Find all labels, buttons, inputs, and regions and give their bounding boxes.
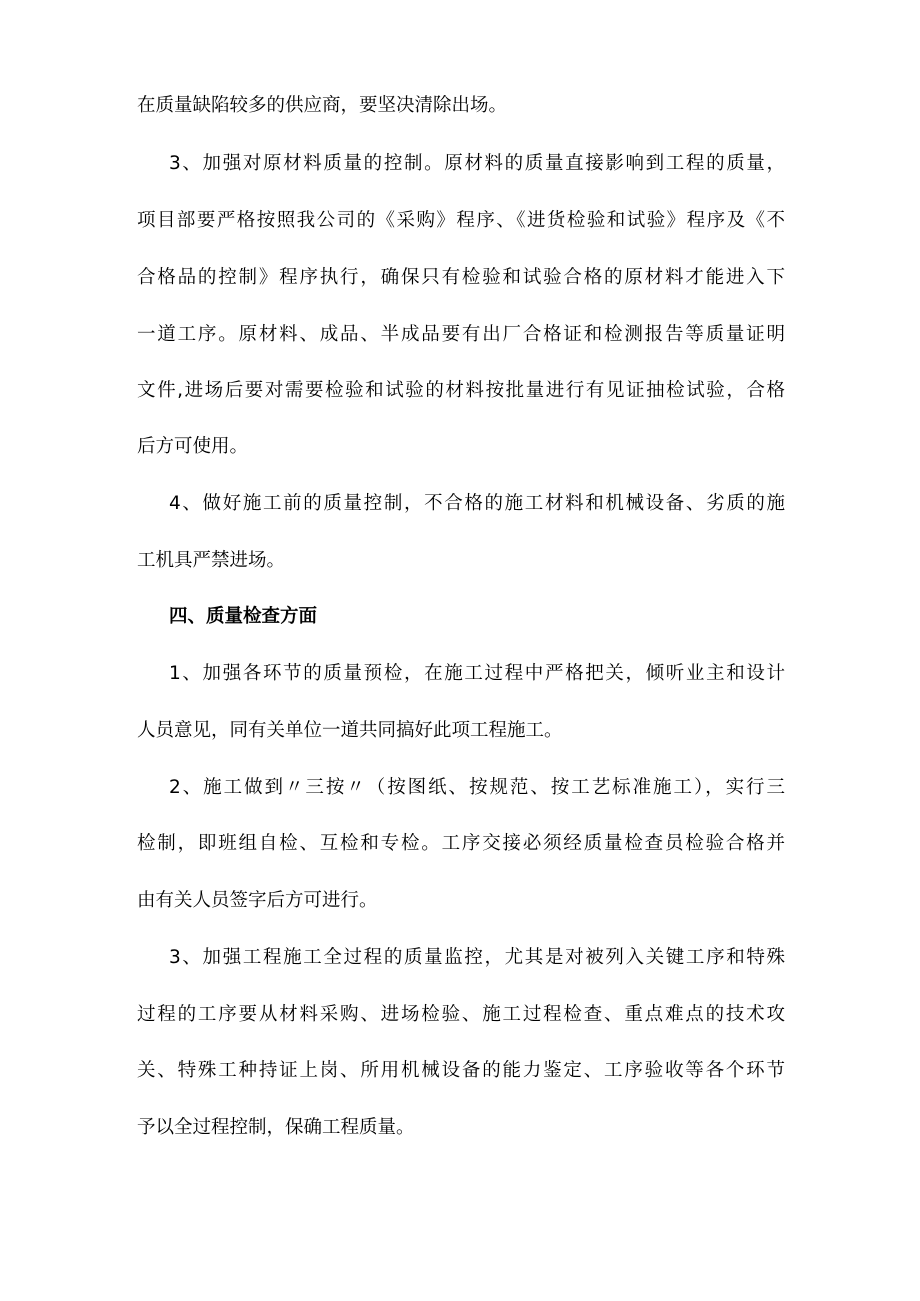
text-line: 后方可使用。 (137, 436, 249, 457)
text-line: 合格品的控制》程序执行，确保只有检验和试验合格的原材料才能进入下 (137, 267, 785, 288)
text-line: 检制，即班组自检、互检和专检。工序交接必须经质量检查员检验合格并 (137, 833, 785, 854)
text-line: 人员意见，同有关单位一道共同搞好此项工程施工。 (137, 720, 563, 741)
text-line: 工机具严禁进场。 (137, 550, 286, 571)
text-line: 项目部要严格按照我公司的《采购》程序、《进货检验和试验》程序及《不 (137, 210, 785, 231)
section-heading: 四、质量检查方面 (169, 606, 318, 627)
text-line: 关、特殊工种持证上岗、所用机械设备的能力鉴定、工序验收等各个环节 (137, 1060, 785, 1081)
text-line: 2、施工做到〃三按〃（按图纸、按规范、按工艺标准施工），实行三 (169, 777, 785, 798)
text-line: 在质量缺陷较多的供应商，要坚决清除出场。 (137, 95, 508, 116)
text-line: 3、加强对原材料质量的控制。原材料的质量直接影响到工程的质量， (169, 153, 785, 174)
text-line: 一道工序。原材料、成品、半成品要有出厂合格证和检测报告等质量证明 (137, 324, 785, 345)
text-line: 4、做好施工前的质量控制，不合格的施工材料和机械设备、劣质的施 (169, 493, 785, 514)
text-line: 3、加强工程施工全过程的质量监控，尤其是对被列入关键工序和特殊 (169, 947, 785, 968)
text-line: 文件,进场后要对需要检验和试验的材料按批量进行有见证抽检试验，合格 (137, 380, 785, 401)
text-line: 予以全过程控制，保确工程质量。 (137, 1117, 415, 1138)
text-line: 由有关人员签字后方可进行。 (137, 890, 378, 911)
text-line: 1、加强各环节的质量预检，在施工过程中严格把关，倾听业主和设计 (169, 663, 785, 684)
text-line: 过程的工序要从材料采购、进场检验、施工过程检查、重点难点的技术攻 (137, 1004, 785, 1025)
